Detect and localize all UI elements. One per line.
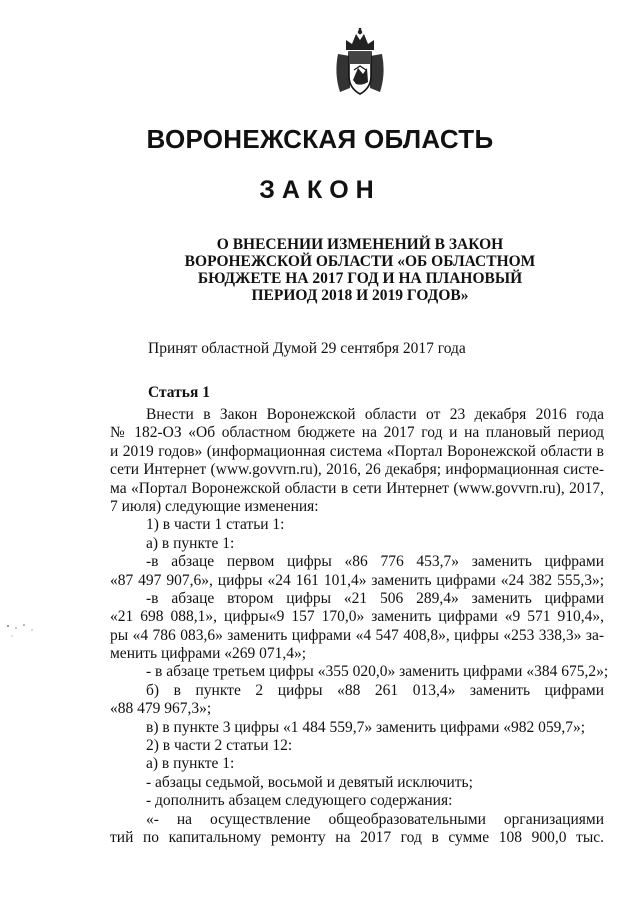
region-title: ВОРОНЕЖСКАЯ ОБЛАСТЬ (146, 124, 494, 154)
text-line: «88 479 967,3»; (110, 700, 212, 718)
law-title-line: ПЕРИОД 2018 И 2019 ГОДОВ» (251, 287, 469, 304)
text-line: а) в пункте 1: (146, 755, 235, 773)
text-line: ры «4 786 083,6» заменить цифрами «4 547 408,8», цифры «253 338,3» за- (110, 626, 604, 644)
law-title-line: БЮДЖЕТЕ НА 2017 ГОД И НА ПЛАНОВЫЙ (197, 270, 523, 287)
adoption-note: Принят областной Думой 29 сентября 2017 года (148, 340, 466, 357)
scan-speck-marks (2, 616, 42, 646)
text-line: тий по капитальному ремонту на 2017 год в сумме 108 900,0 тыс. (110, 828, 604, 846)
text-line: а) в пункте 1: (146, 534, 235, 552)
text-line: Внести в Закон Воронежской области от 23 декабря 2016 года (146, 406, 604, 423)
text-line: «- на осуществление общеобразовательными организациями (146, 810, 604, 828)
text-line: 1) в части 1 статьи 1: (146, 516, 285, 534)
text-line: 7 июля) следующие изменения: (110, 497, 319, 515)
text-line: ма «Портал Воронежской области в сети Интернет (www.govvrn.ru), 2017, (110, 479, 604, 497)
text-line: «21 698 088,1», цифры«9 157 170,0» заменить цифрами «9 571 910,4», (110, 608, 604, 626)
text-line: -в абзаце втором цифры «21 506 289,4» заменить цифрами (146, 589, 604, 607)
text-line: - абзацы седьмой, восьмой и девятый исключить; (146, 773, 473, 791)
text-line: 2) в части 2 статьи 12: (146, 737, 293, 755)
text-line: - в абзаце третьем цифры «355 020,0» заменить цифрами «384 675,2»; (146, 663, 609, 681)
text-line: в) в пункте 3 цифры «1 484 559,7» заменить цифрами «982 059,7»; (146, 718, 586, 736)
text-line: и 2019 годов» (информационная система «Портал Воронежской области в (110, 442, 604, 460)
text-line: № 182-ОЗ «Об областном бюджете на 2017 год и на плановый период (110, 424, 604, 442)
text-line: -в абзаце первом цифры «86 776 453,7» заменить цифрами (146, 553, 604, 571)
article-body (110, 406, 609, 847)
article-heading: Статья 1 (148, 384, 210, 401)
law-title-line: ВОРОНЕЖСКОЙ ОБЛАСТИ «ОБ ОБЛАСТНОМ (184, 253, 536, 270)
coat-of-arms-icon (332, 28, 388, 98)
text-line: «87 497 907,6», цифры «24 161 101,4» заменить цифрами «24 382 555,3»; (110, 571, 604, 589)
text-line: менить цифрами «269 071,4»; (110, 645, 307, 663)
text-line: сети Интернет (www.govvrn.ru), 2016, 26 декабря; информационная систе- (110, 461, 604, 479)
law-title-line: О ВНЕСЕНИИ ИЗМЕНЕНИЙ В ЗАКОН (216, 236, 504, 253)
text-line: - дополнить абзацем следующего содержания: (146, 792, 453, 810)
law-title (120, 236, 600, 304)
text-line: б) в пункте 2 цифры «88 261 013,4» заменить цифрами (146, 681, 604, 699)
document-kind: ЗАКОН (259, 176, 381, 204)
